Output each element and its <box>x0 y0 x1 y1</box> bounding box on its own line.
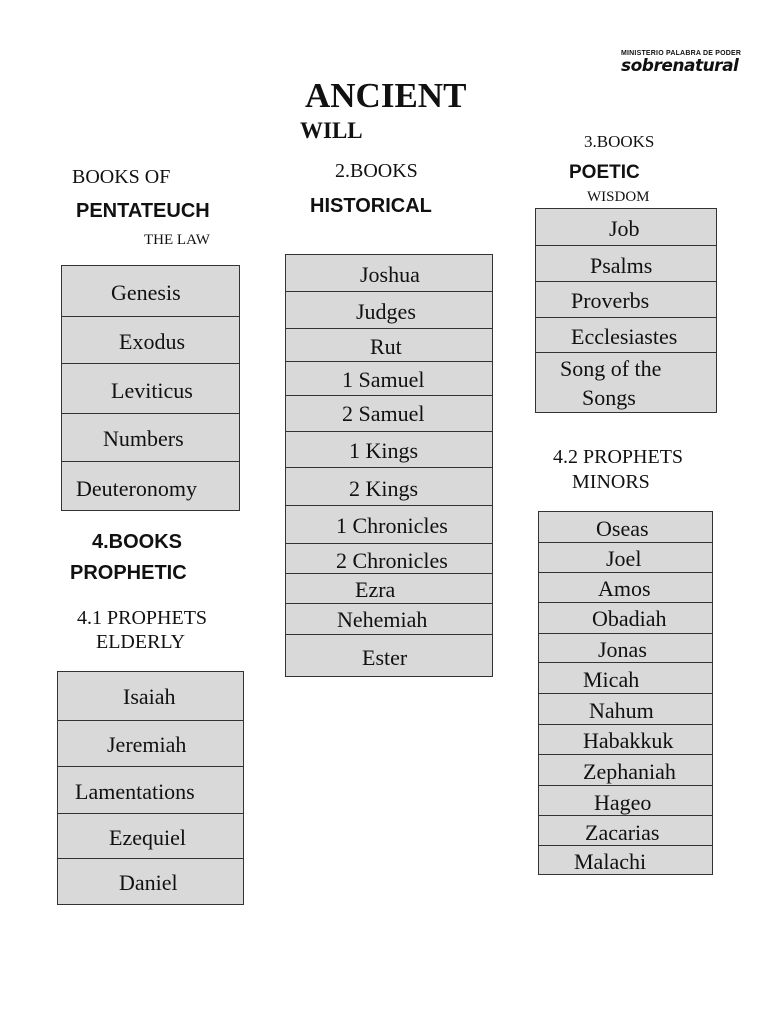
minors-heading-line2: MINORS <box>572 471 650 493</box>
page-title-line2: WILL <box>300 118 363 143</box>
list-item <box>539 512 712 542</box>
book-obadiah: Obadiah <box>592 606 667 631</box>
list-item <box>539 602 712 633</box>
list-item <box>58 858 243 904</box>
page-title-line1: ANCIENT <box>305 76 467 115</box>
list-item <box>58 813 243 858</box>
logo-main-text: sobrenatural <box>621 56 739 76</box>
historical-list <box>285 254 493 677</box>
book-ester: Ester <box>362 645 408 670</box>
list-item <box>539 845 712 874</box>
book-song-of-songs-line2: Songs <box>582 385 636 410</box>
book-oseas: Oseas <box>596 516 649 541</box>
poetic-subheading: WISDOM <box>587 189 650 205</box>
list-item <box>58 720 243 766</box>
book-judges: Judges <box>356 299 416 324</box>
list-item <box>536 245 716 281</box>
book-lamentations: Lamentations <box>75 779 195 804</box>
list-item <box>539 542 712 572</box>
elderly-prophets-list <box>57 671 244 905</box>
book-song-of-songs-line1: Song of the <box>560 356 662 381</box>
book-daniel: Daniel <box>119 870 178 895</box>
list-item <box>539 785 712 815</box>
book-ezra: Ezra <box>355 577 396 602</box>
elderly-heading-line1: 4.1 PROPHETS <box>77 607 208 629</box>
logo-top-text: MINISTERIO PALABRA DE PODER <box>621 50 742 57</box>
book-habakkuk: Habakkuk <box>583 728 674 753</box>
poetic-heading: POETIC <box>569 162 640 183</box>
list-item <box>286 573 492 603</box>
list-item <box>286 291 492 328</box>
book-joshua: Joshua <box>360 262 420 287</box>
list-item <box>286 361 492 395</box>
minors-heading-line1: 4.2 PROPHETS <box>553 446 684 468</box>
list-item <box>539 693 712 724</box>
book-job: Job <box>609 216 640 241</box>
book-hageo: Hageo <box>594 790 652 815</box>
list-item <box>539 724 712 754</box>
book-genesis: Genesis <box>111 280 181 305</box>
book-zephaniah: Zephaniah <box>583 759 676 784</box>
list-item <box>536 281 716 317</box>
prophetic-heading-line1: 4.BOOKS <box>92 531 183 553</box>
list-item <box>62 413 239 461</box>
pentateuch-heading: PENTATEUCH <box>76 200 210 222</box>
book-zacarias: Zacarias <box>585 820 660 845</box>
book-malachi: Malachi <box>574 849 647 874</box>
list-item <box>58 672 243 720</box>
list-item <box>286 543 492 573</box>
list-item <box>62 363 239 413</box>
list-item <box>286 255 492 291</box>
list-item <box>286 328 492 361</box>
list-item <box>536 317 716 352</box>
book-isaiah: Isaiah <box>123 684 176 709</box>
list-item <box>286 467 492 505</box>
list-item <box>539 662 712 693</box>
book-2-chronicles: 2 Chronicles <box>336 548 448 573</box>
book-ezequiel: Ezequiel <box>109 825 186 850</box>
book-proverbs: Proverbs <box>571 288 650 313</box>
historical-heading-small: 2.BOOKS <box>335 160 418 182</box>
list-item <box>536 209 716 245</box>
book-joel: Joel <box>606 546 642 571</box>
list-item <box>539 815 712 845</box>
list-item <box>62 316 239 363</box>
pentateuch-list <box>61 265 240 511</box>
list-item <box>58 766 243 813</box>
book-1-chronicles: 1 Chronicles <box>336 513 448 538</box>
book-psalms: Psalms <box>590 253 653 278</box>
list-item <box>286 603 492 634</box>
book-jeremiah: Jeremiah <box>107 732 187 757</box>
list-item <box>286 395 492 431</box>
book-ecclesiastes: Ecclesiastes <box>571 324 678 349</box>
pentateuch-subheading: THE LAW <box>144 232 210 248</box>
poetic-list <box>535 208 717 413</box>
prophetic-heading-line2: PROPHETIC <box>70 562 187 584</box>
book-numbers: Numbers <box>103 426 184 451</box>
book-micah: Micah <box>583 667 640 692</box>
book-2-samuel: 2 Samuel <box>342 401 425 426</box>
minor-prophets-list <box>538 511 713 875</box>
historical-heading: HISTORICAL <box>310 195 432 217</box>
elderly-heading-line2: ELDERLY <box>96 631 186 653</box>
list-item <box>286 505 492 543</box>
book-1-kings: 1 Kings <box>349 438 419 463</box>
book-leviticus: Leviticus <box>111 378 193 403</box>
list-item <box>62 266 239 316</box>
book-deuteronomy: Deuteronomy <box>76 476 197 501</box>
book-1-samuel: 1 Samuel <box>342 367 425 392</box>
book-exodus: Exodus <box>119 329 185 354</box>
book-2-kings: 2 Kings <box>349 476 419 501</box>
list-item <box>286 431 492 467</box>
book-jonas: Jonas <box>598 637 647 662</box>
list-item <box>286 634 492 676</box>
book-nehemiah: Nehemiah <box>337 607 428 632</box>
list-item <box>539 633 712 662</box>
book-amos: Amos <box>598 576 651 601</box>
list-item <box>539 572 712 602</box>
list-item <box>536 352 716 412</box>
list-item <box>62 461 239 510</box>
book-nahum: Nahum <box>589 698 654 723</box>
poetic-heading-small: 3.BOOKS <box>584 132 655 151</box>
book-rut: Rut <box>370 334 402 359</box>
pentateuch-heading-small: BOOKS OF <box>72 166 171 188</box>
list-item <box>539 754 712 785</box>
